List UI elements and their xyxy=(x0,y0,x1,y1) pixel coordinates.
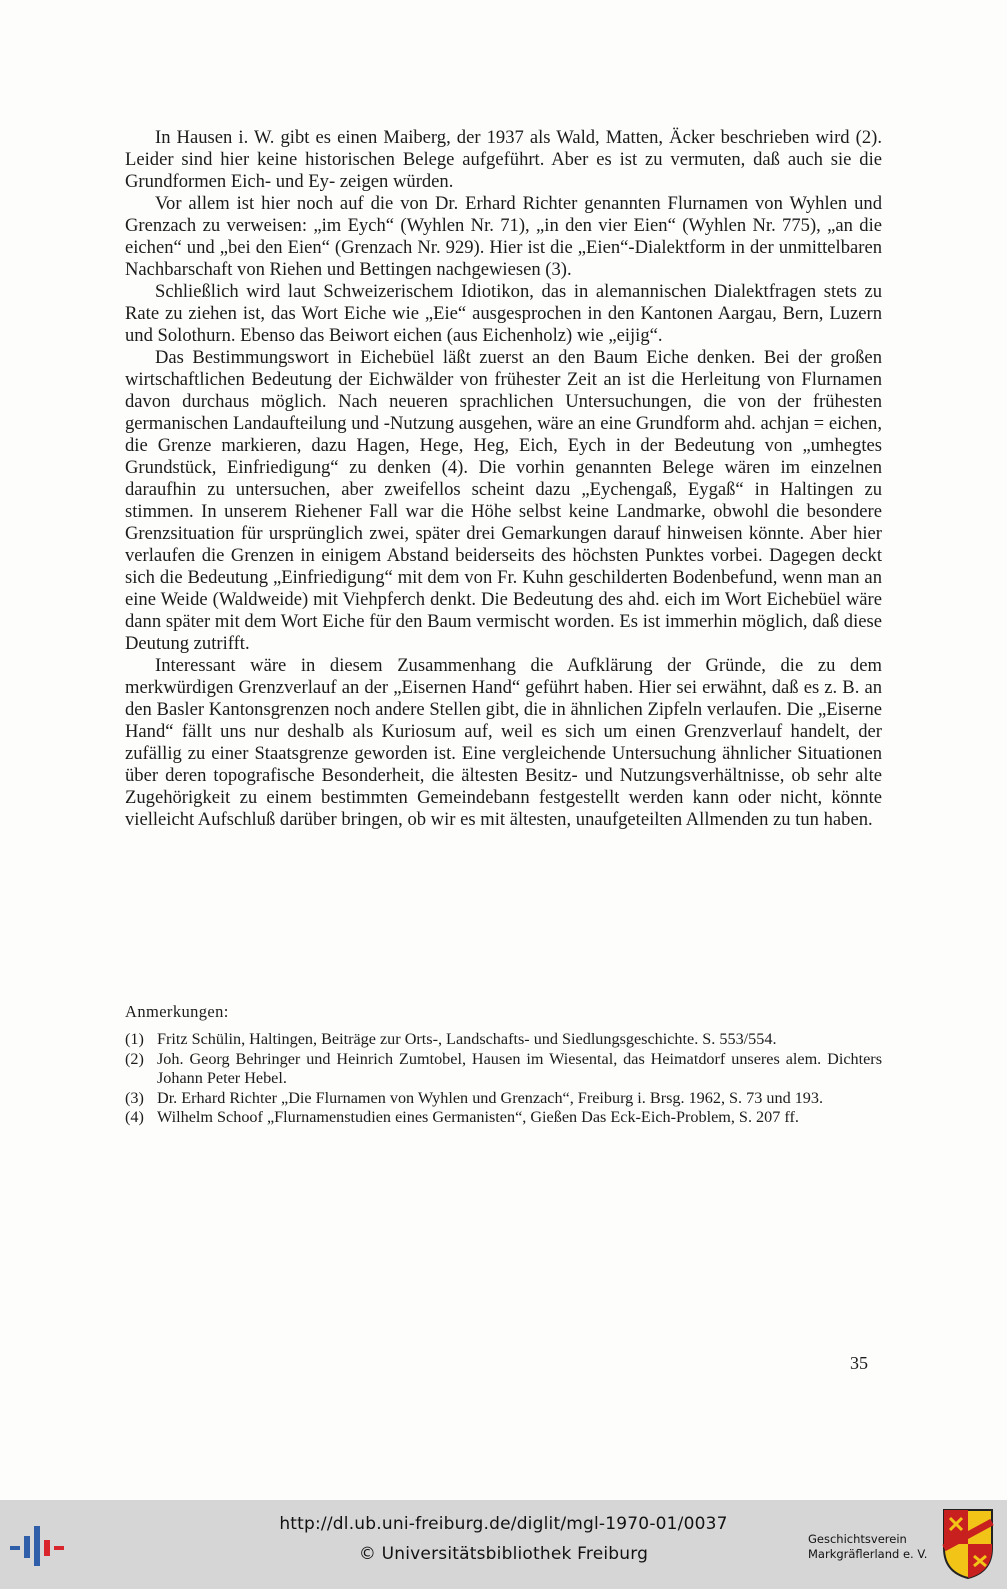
note-item xyxy=(125,1108,882,1128)
notes-heading: Anmerkungen: xyxy=(125,1002,229,1021)
note-text: Dr. Erhard Richter „Die Flurnamen von Wyhlen und Grenzach“, Freiburg i. Brsg. 1962, S. 73 und 193. xyxy=(157,1088,824,1107)
society-line: Markgräflerland e. V. xyxy=(808,1547,928,1561)
note-number: (4) xyxy=(125,1108,144,1126)
note-text: Fritz Schülin, Haltingen, Beiträge zur Orts-, Landschafts- und Siedlungsgeschichte. S. 553/554. xyxy=(157,1030,777,1048)
paragraph: Schließlich wird laut Schweizerischem Idiotikon, das in alemannischen Dialektfragen stets zu Rate zu ziehen ist, das Wort Eiche wie „Eie“ ausgesprochen in den Kantonen Aargau, Bern, Luzern und Solothurn. Ebenso das Beiwort eichen (aus Eichenholz) wie „eijig“. xyxy=(125,281,882,346)
body-text xyxy=(125,127,882,831)
notes-list xyxy=(125,1030,882,1128)
footer-bar xyxy=(0,1500,1007,1589)
society-name xyxy=(808,1532,928,1562)
paragraph: Interessant wäre in diesem Zusammenhang die Aufklärung der Gründe, die zu dem merkwürdigen Grenzverlauf an der „Eisernen Hand“ geführt haben. Hier sei erwähnt, daß es z. B. an den Basler Kantonsgrenzen noch andere Stellen gibt, die in ähnlichen Zipfeln verlaufen. Die „Eiserne Hand“ fällt uns nur deshalb als Kuriosum auf, weil es sich um einen Grenzverlauf handelt, der zufällig zu einer Staatsgrenze geworden ist. Eine vergleichende Untersuchung ähnlicher Situationen über deren topografische Besonderheit, die ältesten Besitz- und Nutzungsverhältnisse, ob sehr alte Zugehörigkeit zu einem bestimmten Gemeindebann festgestellt werden kann oder nicht, könnte vielleicht Aufschluß darüber bringen, ob wir es mit ältesten, unaufgeteilten Allmenden zu tun haben. xyxy=(125,655,882,830)
note-item xyxy=(125,1030,882,1050)
footer-copyright: © Universitätsbibliothek Freiburg xyxy=(358,1544,649,1564)
note-number: (2) xyxy=(125,1049,144,1068)
note-item xyxy=(125,1089,882,1109)
paragraph: In Hausen i. W. gibt es einen Maiberg, der 1937 als Wald, Matten, Äcker beschrieben wird (2). Leider sind hier keine historischen Belege aufgeführt. Aber es ist zu vermuten, daß auch sie die Grundformen Eich- und Ey- zeigen würden. xyxy=(125,127,882,192)
coat-of-arms-icon xyxy=(942,1508,994,1580)
paragraph: Vor allem ist hier noch auf die von Dr. Erhard Richter genannten Flurnamen von Wyhlen und Grenzach zu verweisen: „im Eych“ (Wyhlen Nr. 71), „in den vier Eien“ (Wyhlen Nr. 775), „an die eichen“ und „bei den Eien“ (Grenzach Nr. 929). Hier ist die „Eien“-Dialektform in der unmittelbaren Nachbarschaft von Riehen und Bettingen nachgewiesen (3). xyxy=(125,193,882,280)
note-item xyxy=(125,1050,882,1089)
society-line: Geschichtsverein xyxy=(808,1532,907,1546)
footer-url-link[interactable]: http://dl.ub.uni-freiburg.de/diglit/mgl-1970-01/0037 xyxy=(279,1514,728,1534)
page-number: 35 xyxy=(850,1353,868,1373)
note-text: Joh. Georg Behringer und Heinrich Zumtobel, Hausen im Wiesental, das Heimatdorf unseres alem. Dichters Johann Peter Hebel. xyxy=(157,1049,882,1087)
note-number: (1) xyxy=(125,1030,144,1048)
paragraph: Das Bestimmungswort in Eichebüel läßt zuerst an den Baum Eiche denken. Bei der großen wirtschaftlichen Bedeutung der Eichwälder von frühester Zeit an ist die Herleitung von Flurnamen davon durchaus möglich. Nach neueren sprachlichen Untersuchungen, die von der frühesten germanischen Landaufteilung und -Nutzung ausgehen, wäre an eine Grundform ahd. achjan = eichen, die Grenze markieren, dazu Hagen, Hege, Heg, Eich, Eych in der Bedeutung von „umhegtes Grundstück, Einfriedigung“ zu denken (4). Die vorhin genannten Belege wären im einzelnen daraufhin zu untersuchen, aber zweifellos scheint dazu „Eychengaß, Eygaß“ in Haltingen zu stimmen. In unserem Riehener Fall war die Höhe selbst keine Landmarke, obwohl die besondere Grenzsituation für ursprünglich zwei, später drei Gemarkungen darauf hinweisen könnte. Aber hier verlaufen die Grenzen in einigem Abstand beiderseits des höchsten Punktes vorbei. Dagegen deckt sich die Bedeutung „Einfriedigung“ mit dem von Fr. Kuhn geschilderten Bodenbefund, wenn man an eine Weide (Waldweide) mit Viehpferch denkt. Die Bedeutung des ahd. eich im Wort Eichebüel wäre dann später mit dem Wort Eiche für den Baum vermischt worden. Es ist immerhin möglich, daß diese Deutung zutrifft. xyxy=(125,347,882,654)
note-text: Wilhelm Schoof „Flurnamenstudien eines Germanisten“, Gießen Das Eck-Eich-Problem, S. 207 ff. xyxy=(157,1108,799,1126)
note-number: (3) xyxy=(125,1088,144,1107)
